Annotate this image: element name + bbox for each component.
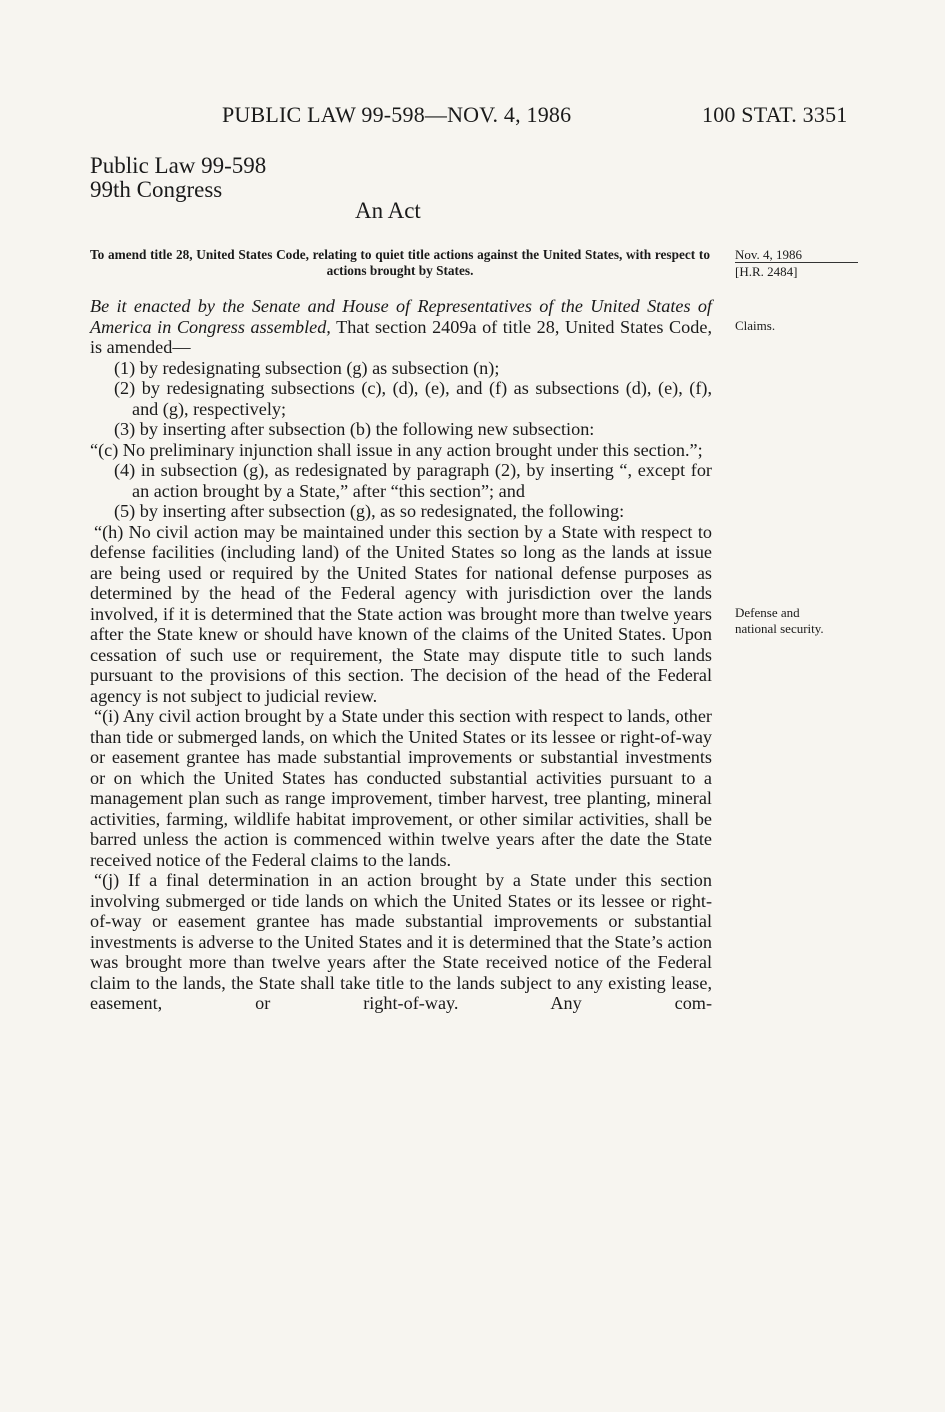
running-header-title: PUBLIC LAW 99-598—NOV. 4, 1986 [222, 102, 572, 127]
act-body [90, 296, 712, 1014]
subsection-h: “(h) No civil action may be maintained under this section by a State with respect to defense facilities (including land) of the United States so long as the lands at issue are being used or required by the United States for national defense purposes as determined by the head of the Federal agency with jurisdiction over the lands involved, if it is determined that the State action was brought more than twelve years after the State knew or should have known of the claims of the United States. Upon cessation of such use or requirement, the State may dispute title to such lands pursuant to the provisions of this section. The decision of the head of the Federal agency is not subject to judicial review. [90, 521, 712, 706]
amendment-item-2: (2) by redesignating subsections (c), (d), (e), and (f) as subsections (d), (e), (f), and (g), respectively; [114, 378, 712, 419]
amendment-item-1: (1) by redesignating subsection (g) as subsection (n); [114, 357, 500, 378]
amendment-item-5: (5) by inserting after subsection (g), as so redesignated, the following: [114, 501, 625, 521]
margin-note-defense: Defense and national security. [735, 605, 824, 636]
enacting-clause [90, 296, 712, 358]
margin-date: Nov. 4, 1986 [735, 247, 803, 262]
act-purpose: To amend title 28, United States Code, relating to quiet title actions against the United States, with respect to actions brought by States. [90, 247, 710, 278]
act-heading: An Act [355, 198, 421, 223]
enacting-clause-rest: That section 2409a of title 28, United States Code, is amended— [90, 316, 712, 357]
subsection-i: “(i) Any civil action brought by a State under this section with respect to lands, other than tide or submerged lands, on which the United States or its lessee or right-of-way or easement grantee has made substantial improvements or substantial investments or on which the United States has conducted substantial activities pursuant to a management plan such as range improvement, timber harvest, tree planting, mineral activities, farming, wildlife habitat improvement, or other similar activities, shall be barred unless the action is commenced within twelve years after the date the State received notice of the Federal claims to the lands. [90, 706, 712, 870]
congress-number: 99th Congress [90, 177, 223, 202]
enacting-clause-italic: Be it enacted by the Senate and House of Representatives of the United States of America in Congress assembled, [90, 296, 712, 337]
amendment-item-3: (3) by inserting after subsection (b) the following new subsection: [114, 419, 595, 439]
public-law-number: Public Law 99-598 [90, 153, 267, 178]
subsection-c: “(c) No preliminary injunction shall issue in any action brought under this section.”; [90, 439, 703, 460]
subsection-j: “(j) If a final determination in an action brought by a State under this section involving submerged or tide lands on which the United States or its lessee or right-of-way or easement grantee has made substantial improvements or substantial investments is adverse to the United States and it is determined that the State’s action was brought more than twelve years after the State received notice of the Federal claim to the lands, the State shall take title to the lands subject to any existing lease, easement, or right-of-way. Any com- [90, 870, 712, 1013]
amendment-item-4: (4) in subsection (g), as redesignated by paragraph (2), by inserting “, except for an action brought by a State,” after “this section”; and [114, 460, 712, 501]
margin-bill-number: [H.R. 2484] [735, 262, 858, 280]
margin-note-claims: Claims. [735, 318, 776, 333]
statute-citation: 100 STAT. 3351 [702, 102, 848, 127]
